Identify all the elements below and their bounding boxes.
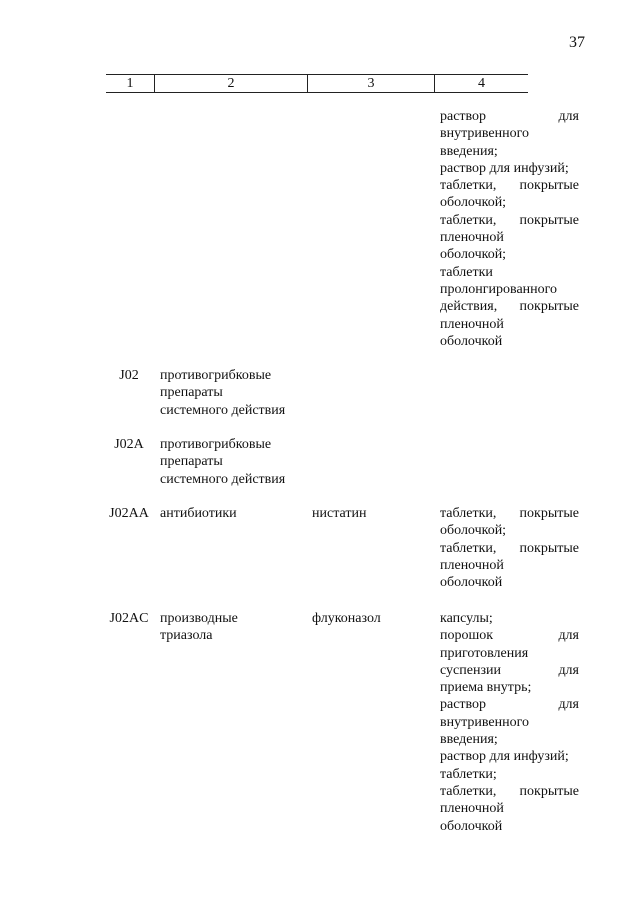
dosage-form-line (440, 316, 579, 333)
dosage-forms (440, 108, 579, 350)
anatomical-group (160, 367, 310, 419)
dosage-form-line (440, 731, 579, 748)
dosage-form-word: раствор (440, 697, 487, 713)
dosage-form-line (440, 522, 579, 539)
dosage-form-word: покрытые (519, 299, 579, 315)
dosage-form-word: для (558, 628, 579, 644)
dosage-form-word: оболочкой (440, 575, 503, 591)
atc-code: J02AA (109, 506, 149, 521)
dosage-forms (440, 610, 579, 835)
dosage-form-word: таблетки, (440, 783, 497, 799)
dosage-form-line (440, 229, 579, 246)
group-line: противогрибковые (160, 368, 272, 383)
dosage-form-line (440, 610, 579, 627)
group-line: противогрибковые (160, 437, 272, 452)
dosage-form-word: пленочной (440, 801, 504, 817)
atc-code: J02 (119, 368, 139, 383)
dosage-form-word: таблетки; (440, 766, 497, 782)
dosage-form-line (440, 333, 579, 350)
dosage-form-word: оболочкой; (440, 247, 507, 263)
dosage-form-word: внутривенного (440, 126, 530, 142)
dosage-form-word: таблетки, (440, 178, 497, 194)
dosage-form-line (440, 540, 579, 557)
dosage-form-word: пленочной (440, 316, 504, 332)
header-col-2: 2 (227, 76, 235, 91)
dosage-form-line (440, 696, 579, 713)
dosage-form-word: таблетки, (440, 212, 497, 228)
group-line: препараты (160, 454, 223, 470)
dosage-form-line (440, 679, 579, 696)
group-line: системного действия (160, 402, 286, 418)
dosage-form-line (440, 281, 579, 298)
dosage-form-line (440, 766, 579, 783)
dosage-form-line (440, 783, 579, 800)
anatomical-group (160, 610, 310, 645)
dosage-form-word: капсулы; (440, 611, 493, 626)
atc-code: J02AC (109, 611, 149, 626)
dosage-form-word: таблетки, (440, 506, 497, 521)
drug-name: нистатин (312, 506, 367, 521)
dosage-form-word: оболочкой; (440, 195, 507, 211)
dosage-form-line (440, 125, 579, 142)
dosage-form-word: приготовления (440, 645, 529, 661)
drug-name: флуконазол (312, 611, 381, 626)
dosage-form-word: пролонгированного (440, 281, 558, 297)
group-line: производные (160, 611, 238, 626)
dosage-form-word: оболочкой; (440, 523, 507, 539)
dosage-forms (440, 505, 579, 591)
dosage-form-word: таблетки (440, 264, 493, 280)
dosage-form-word: покрытые (519, 212, 579, 228)
dosage-form-word: суспензии (440, 662, 501, 678)
dosage-form-line (440, 714, 579, 731)
group-line: препараты (160, 385, 223, 401)
dosage-form-word: введения; (440, 143, 498, 159)
dosage-form-line (440, 212, 579, 229)
dosage-form-line (440, 800, 579, 817)
anatomical-group (160, 436, 310, 488)
dosage-form-word: внутривенного (440, 714, 530, 730)
page-number: 37 (569, 34, 585, 51)
header-col-3: 3 (367, 76, 375, 91)
anatomical-group (160, 505, 310, 522)
dosage-form-line (440, 246, 579, 263)
dosage-form-word: введения; (440, 732, 498, 748)
dosage-form-line (440, 143, 579, 160)
group-line: антибиотики (160, 506, 237, 521)
dosage-form-line (440, 627, 579, 644)
dosage-form-word: для (558, 662, 579, 678)
atc-code: J02A (114, 437, 144, 452)
dosage-form-word: пленочной (440, 557, 504, 573)
dosage-form-word: порошок (440, 628, 494, 644)
dosage-form-line (440, 177, 579, 194)
dosage-form-word: приема внутрь; (440, 680, 532, 696)
dosage-form-line (440, 264, 579, 281)
dosage-form-line (440, 194, 579, 211)
dosage-form-word: покрытые (519, 178, 579, 194)
dosage-form-line (440, 505, 579, 522)
dosage-form-word: для (558, 109, 579, 124)
dosage-form-line (440, 108, 579, 125)
dosage-form-word: раствор для инфузий; (440, 749, 569, 765)
dosage-form-word: раствор (440, 109, 487, 124)
dosage-form-word: для (558, 697, 579, 713)
group-line: системного действия (160, 471, 286, 487)
table-header (106, 74, 528, 93)
dosage-form-word: пленочной (440, 230, 504, 246)
dosage-form-line (440, 557, 579, 574)
dosage-form-word: покрытые (519, 783, 579, 799)
dosage-form-word: покрытые (519, 506, 579, 521)
dosage-form-line (440, 645, 579, 662)
dosage-form-line (440, 160, 579, 177)
dosage-form-word: раствор для инфузий; (440, 160, 569, 176)
dosage-form-line (440, 298, 579, 315)
dosage-form-line (440, 662, 579, 679)
dosage-form-line (440, 748, 579, 765)
header-col-1: 1 (126, 76, 134, 91)
dosage-form-word: покрытые (519, 540, 579, 556)
dosage-form-word: таблетки, (440, 540, 497, 556)
group-line: триазола (160, 628, 213, 644)
dosage-form-line (440, 818, 579, 835)
dosage-form-line (440, 574, 579, 591)
dosage-form-word: действия, (440, 299, 498, 315)
dosage-form-word: оболочкой (440, 818, 503, 834)
header-col-4: 4 (478, 76, 485, 91)
dosage-form-word: оболочкой (440, 333, 503, 349)
